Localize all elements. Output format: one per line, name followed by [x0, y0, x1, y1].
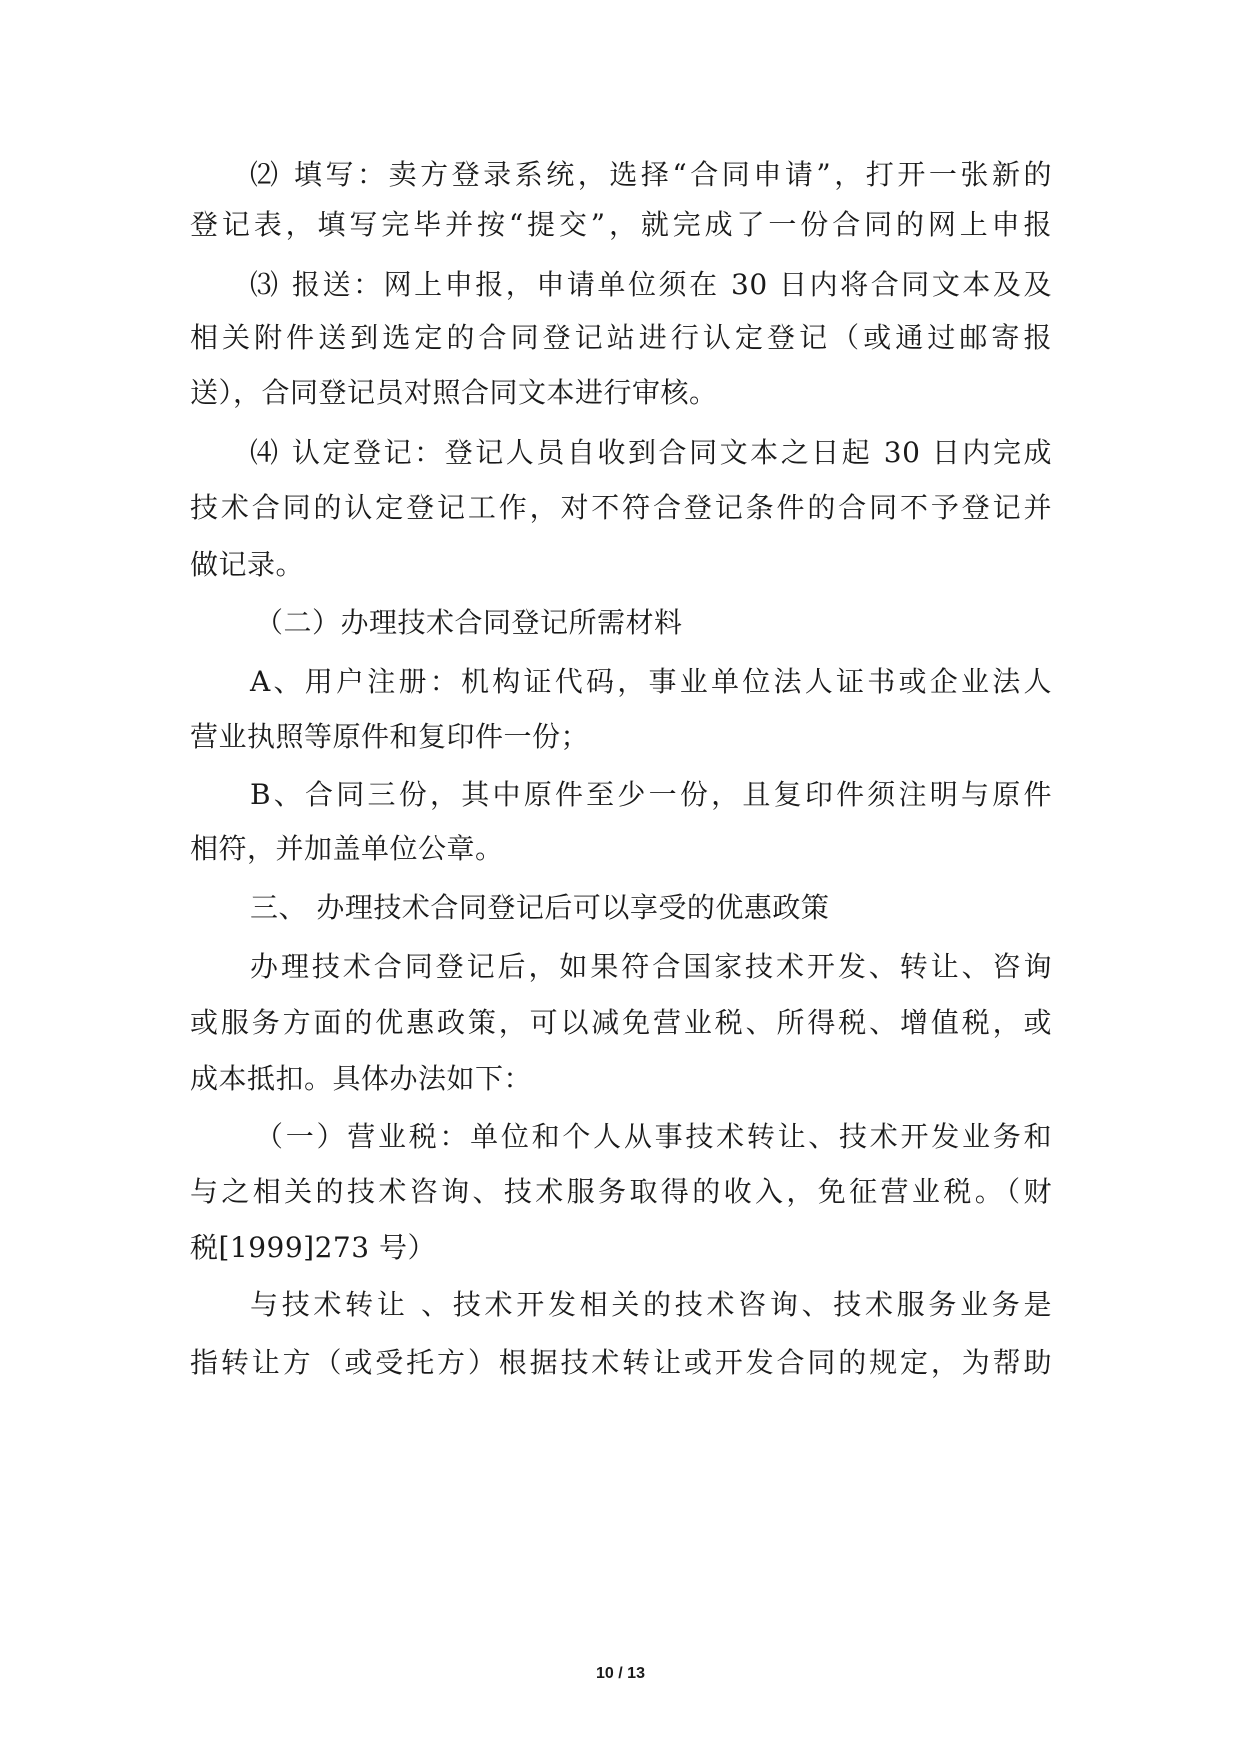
- text-line: A、用户注册：机构证代码，事业单位法人证书或企业法人: [250, 665, 1052, 698]
- text-line: 相关附件送到选定的合同登记站进行认定登记（或通过邮寄报: [190, 321, 1052, 354]
- text-line: 或服务方面的优惠政策，可以减免营业税、所得税、增值税，或: [190, 1006, 1052, 1039]
- page-number: 10 / 13: [596, 1665, 645, 1682]
- text-line: 登记表，填写完毕并按“提交”，就完成了一份合同的网上申报: [190, 208, 1052, 241]
- section-heading: （二）办理技术合同登记所需材料: [255, 606, 683, 639]
- text-line: 办理技术合同登记后，如果符合国家技术开发、转让、咨询: [250, 950, 1052, 983]
- text-line: 做记录。: [190, 548, 305, 581]
- text-line: 送），合同登记员对照合同文本进行审核。: [190, 376, 718, 409]
- text-line: 与技术转让 、技术开发相关的技术咨询、技术服务业务是: [250, 1288, 1052, 1321]
- text-line: 成本抵扣。具体办法如下：: [190, 1062, 533, 1095]
- text-line: （一）营业税：单位和个人从事技术转让、技术开发业务和: [255, 1120, 1052, 1153]
- text-line: 技术合同的认定登记工作，对不符合登记条件的合同不予登记并: [190, 491, 1052, 524]
- text-line: 税[1999]273 号）: [190, 1231, 436, 1264]
- text-line: ⑷ 认定登记：登记人员自收到合同文本之日起 30 日内完成: [250, 436, 1052, 469]
- text-line: 与之相关的技术咨询、技术服务取得的收入，免征营业税。（财: [190, 1175, 1052, 1208]
- text-line: 营业执照等原件和复印件一份；: [190, 720, 590, 753]
- text-line: ⑶ 报送：网上申报，申请单位须在 30 日内将合同文本及及: [250, 268, 1052, 301]
- section-heading: 三、 办理技术合同登记后可以享受的优惠政策: [250, 891, 830, 924]
- text-line: ⑵ 填写：卖方登录系统，选择“合同申请”，打开一张新的: [250, 158, 1052, 191]
- text-line: 相符，并加盖单位公章。: [190, 832, 504, 865]
- text-line: B、合同三份，其中原件至少一份，且复印件须注明与原件: [250, 778, 1052, 811]
- text-line: 指转让方（或受托方）根据技术转让或开发合同的规定，为帮助: [190, 1346, 1052, 1379]
